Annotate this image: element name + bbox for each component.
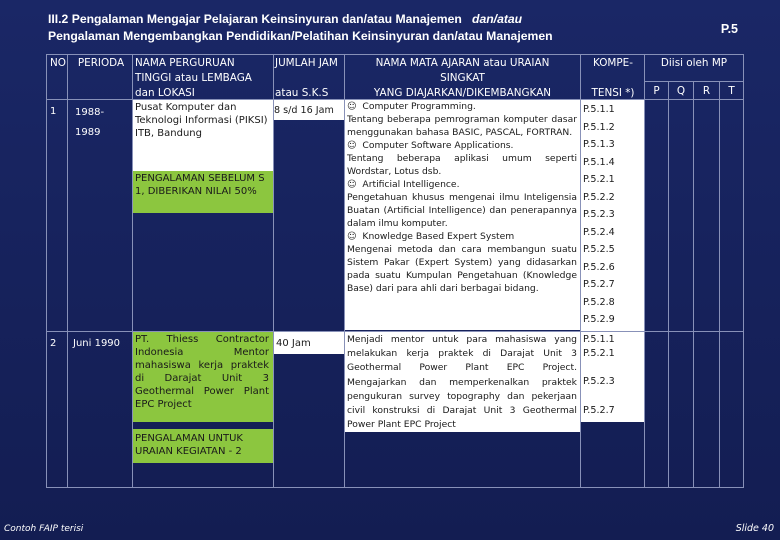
- col-divider: [580, 55, 581, 487]
- row2-hours: 40 Jam: [276, 338, 311, 349]
- row2-note: PENGALAMAN UNTUK URAIAN KEGIATAN - 2: [135, 433, 243, 457]
- row1-note: PENGALAMAN SEBELUM S 1, DIBERIKAN NILAI 50%: [135, 173, 265, 197]
- col-divider: [344, 55, 345, 487]
- row1-no: 1: [50, 106, 57, 117]
- row1-course-list: [347, 100, 577, 295]
- row2-codes: [583, 333, 643, 418]
- competence-code: P.5.2.7: [583, 279, 615, 290]
- col-divider: [273, 55, 274, 487]
- row1-periode-2: 1989: [75, 127, 101, 138]
- slide-number: Slide 40: [735, 523, 774, 534]
- competence-code: P.5.2.8: [583, 296, 615, 308]
- competence-code: P.5.1.2: [583, 121, 615, 133]
- header-institution-2: TINGGI atau LEMBAGA: [135, 72, 252, 84]
- header-course-1: NAMA MATA AJARAN atau URAIAN: [375, 57, 550, 69]
- row2-description: Menjadi mentor untuk para mahasiswa yang melakukan kerja praktek di Darajat Unit 3 Geothermal Power Plant EPC Project. Mengajarkan dan memperkenalkan praktek pengukuran survey topography dan pekerjaan civil konstruksi di Darajat Unit 3 Geothermal Power Plant EPC Project: [347, 334, 577, 431]
- header-no: NO: [50, 57, 66, 69]
- competence-code: P.5.2.1: [583, 174, 615, 185]
- row2-periode: Juni 1990: [73, 338, 121, 349]
- competence-code: P.5.2.5: [583, 244, 615, 255]
- col-divider-q: [693, 81, 694, 487]
- row1-institution: Pusat Komputer dan Teknologi Informasi (PIKSI) ITB, Bandung: [135, 102, 268, 139]
- course-item: [347, 230, 577, 295]
- competence-code: P.5.2.2: [583, 191, 615, 203]
- title-line-1-italic: dan/atau: [472, 12, 523, 26]
- course-item-body: Mengenai metoda dan cara membangun suatu Sistem Pakar (Expert System) yang didasarkan pada suatu Kumpulan Pengetahuan (Knowledge Base) dari para ahli dari berbagai bidang.: [347, 244, 577, 294]
- page-title: [48, 11, 648, 45]
- header-competence: [581, 56, 645, 101]
- course-item: [347, 100, 577, 139]
- header-institution: [135, 56, 275, 101]
- header-r: R: [702, 85, 711, 97]
- row1-hours: 8 s/d 16 Jam: [274, 105, 334, 116]
- footer-source: Contoh FAIP terisi: [4, 524, 84, 534]
- course-item: [347, 139, 577, 178]
- row2-institution: PT. Thiess Contractor Indonesia Mentor mahasiswa kerja praktek di Darajat Unit 3 Geothermal Power Plant EPC Project: [135, 334, 269, 410]
- header-hours-2: atau S.K.S: [275, 87, 329, 99]
- col-divider: [132, 55, 133, 487]
- competence-code: P.5.2.4: [583, 226, 615, 238]
- smiley-icon: ☺: [347, 179, 357, 190]
- course-item: [347, 178, 577, 230]
- course-item-head: Computer Software Applications.: [362, 140, 514, 151]
- smiley-icon: ☺: [347, 231, 357, 242]
- smiley-icon: ☺: [347, 101, 357, 112]
- header-periode: PERIODA: [77, 57, 125, 69]
- course-item-head: Computer Programming.: [362, 101, 476, 112]
- competence-code: P.5.2.6: [583, 261, 615, 273]
- header-competence-2: TENSI *): [591, 87, 635, 99]
- competence-code: P.5.2.1: [583, 348, 615, 360]
- course-item-head: Artificial Intelligence.: [362, 179, 460, 190]
- competence-code: P.5.1.3: [583, 139, 615, 150]
- header-course-2: SINGKAT: [440, 72, 485, 84]
- row1-periode-1: 1988-: [75, 107, 105, 118]
- col-divider: [644, 55, 645, 487]
- header-competence-1: KOMPE-: [593, 57, 633, 69]
- competence-code: P.5.2.3: [583, 376, 615, 388]
- header-institution-3: dan LOKASI: [135, 87, 195, 99]
- page-code: P.5: [720, 22, 738, 36]
- row1-codes: [583, 101, 643, 329]
- header-hours: [275, 56, 345, 101]
- competence-code: P.5.1.1: [583, 104, 615, 115]
- competence-code: P.5.1.4: [583, 156, 615, 168]
- row1-periode: [75, 103, 131, 143]
- smiley-icon: ☺: [347, 140, 357, 151]
- course-item-head: Knowledge Based Expert System: [362, 231, 515, 242]
- title-line-1: III.2 Pengalaman Mengajar Pelajaran Keinsinyuran dan/atau Manajemen: [48, 12, 462, 26]
- course-item-body: Tentang beberapa aplikasi umum seperti Wordstar, Lotus dsb.: [347, 153, 577, 177]
- course-item-body: Pengetahuan khusus mengenai ilmu Inteligensia Buatan (Artificial Intelligence) dan penerapannya dalam ilmu komputer.: [347, 192, 577, 229]
- header-q: Q: [676, 85, 686, 97]
- competence-code: P.5.2.7: [583, 404, 615, 416]
- header-institution-1: NAMA PERGURUAN: [135, 57, 235, 69]
- competence-code: P.5.2.3: [583, 209, 615, 220]
- header-p: P: [653, 85, 660, 97]
- col-divider-p: [668, 81, 669, 487]
- title-line-2: Pengalaman Mengembangkan Pendidikan/Pelatihan Keinsinyuran dan/atau Manajemen: [48, 29, 553, 43]
- col-divider-r: [719, 81, 720, 487]
- header-filled-by: Diisi oleh MP: [660, 57, 728, 69]
- competence-code: P.5.2.9: [583, 314, 615, 325]
- col-divider: [67, 55, 68, 487]
- course-item-body: Tentang beberapa pemrograman komputer dasar menggunakan bahasa BASIC, PASCAL, FORTRAN.: [347, 114, 577, 138]
- row-divider: [47, 331, 743, 332]
- header-t: T: [728, 85, 735, 97]
- experience-table: [46, 54, 744, 488]
- header-course-3: YANG DIAJARKAN/DIKEMBANGKAN: [373, 87, 552, 99]
- competence-code: P.5.1.1: [583, 334, 615, 345]
- row2-no: 2: [50, 338, 57, 349]
- header-course: [345, 56, 580, 101]
- header-hours-1: JUMLAH JAM: [275, 57, 338, 69]
